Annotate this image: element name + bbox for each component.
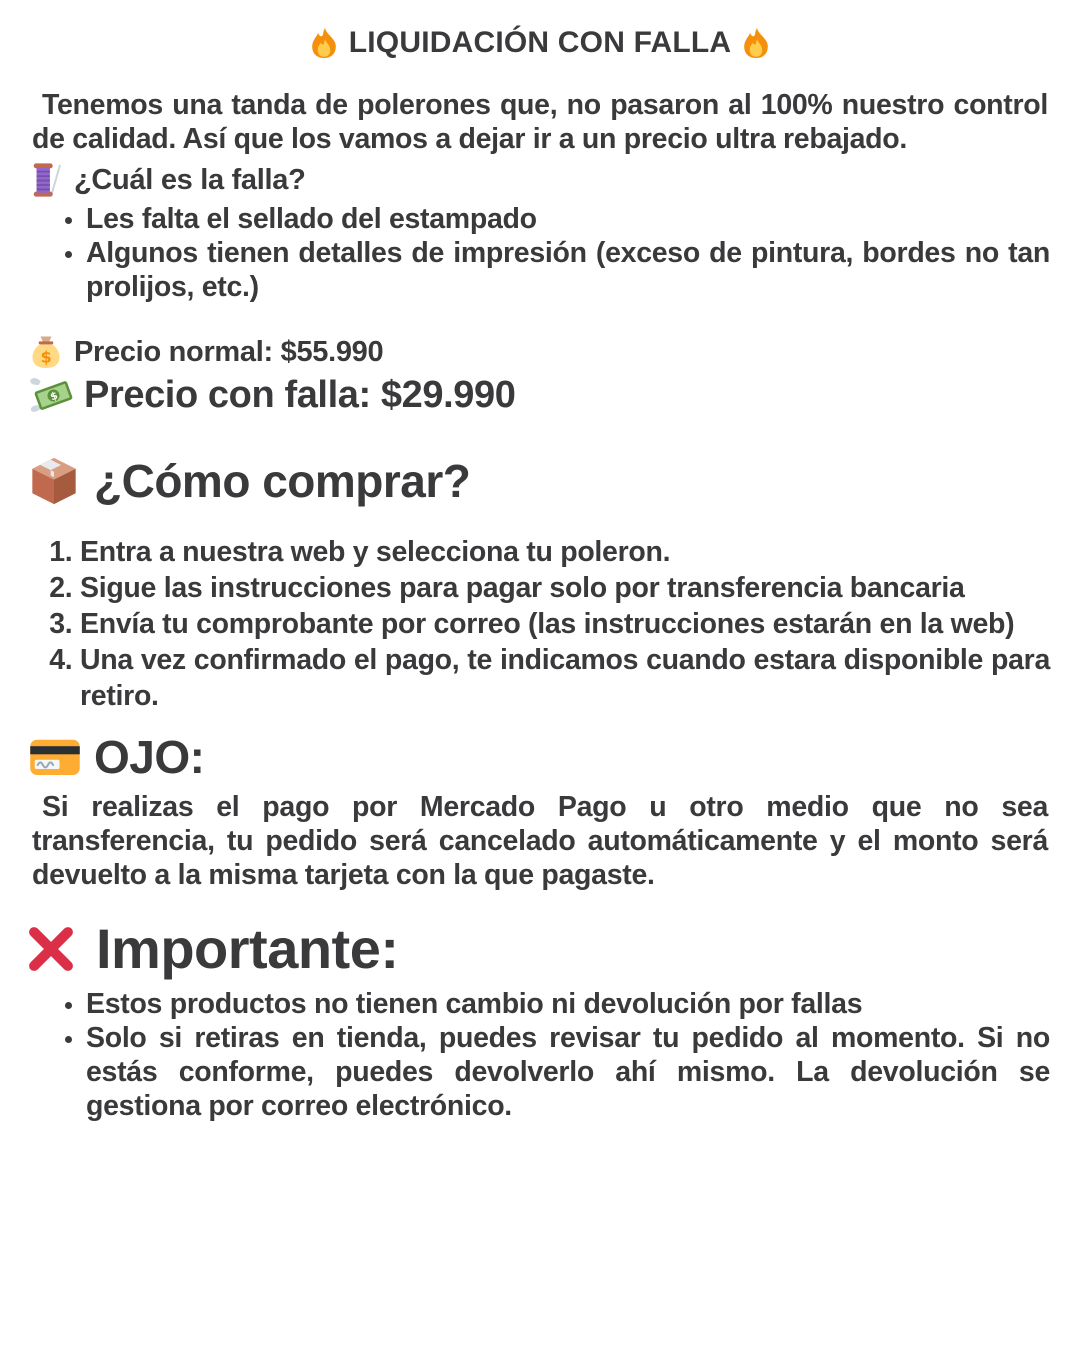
fire-icon	[307, 26, 341, 60]
list-item: 4. Una vez confirmado el pago, te indicamos cuando estara disponible para retiro.	[80, 642, 1050, 714]
package-icon	[28, 455, 80, 507]
ojo-label: OJO:	[94, 731, 205, 783]
cross-mark-icon	[22, 920, 80, 978]
como-comprar-steps	[0, 534, 1050, 714]
credit-card-icon	[28, 730, 82, 784]
falla-heading-label: ¿Cuál es la falla?	[74, 163, 306, 196]
falla-bullet-list	[0, 202, 1050, 304]
ojo-heading	[28, 730, 1080, 784]
importante-bullet-list	[0, 987, 1050, 1123]
como-comprar-heading	[28, 454, 1080, 508]
list-item: • Les falta el sellado del estampado	[86, 202, 1050, 236]
precio-normal-label: Precio normal: $55.990	[74, 335, 384, 368]
precio-falla-label: Precio con falla: $29.990	[84, 373, 516, 416]
fire-icon	[739, 26, 773, 60]
importante-label: Importante:	[96, 917, 399, 980]
list-item: 2. Sigue las instrucciones para pagar solo por transferencia bancaria	[80, 570, 1050, 606]
svg-text:$: $	[48, 389, 60, 404]
list-item: 3. Envía tu comprobante por correo (las instrucciones estarán en la web)	[80, 606, 1050, 642]
list-item: • Algunos tienen detalles de impresión (exceso de pintura, bordes no tan prolijos, etc.)	[86, 236, 1050, 304]
money-bag-icon	[28, 334, 64, 370]
intro-paragraph: Tenemos una tanda de polerones que, no pasaron al 100% nuestro control de calidad. Así que los vamos a dejar ir a un precio ultra rebajado.	[32, 89, 1048, 155]
list-item: • Estos productos no tienen cambio ni devolución por fallas	[86, 987, 1050, 1021]
svg-text:$: $	[40, 347, 52, 367]
thread-icon	[26, 160, 66, 200]
ojo-paragraph: Si realizas el pago por Mercado Pago u otro medio que no sea transferencia, tu pedido será cancelado automáticamente y el monto será devuelto a la misma tarjeta con la que pagaste.	[32, 791, 1048, 891]
list-item: • Solo si retiras en tienda, puedes revisar tu pedido al momento. Si no estás conforme, puedes devolverlo ahí mismo. La devolución se gestiona por correo electrónico.	[86, 1021, 1050, 1123]
falla-heading	[26, 160, 1080, 200]
money-with-wings-icon	[28, 372, 74, 418]
precio-falla-row	[28, 372, 1080, 418]
page-title: LIQUIDACIÓN CON FALLA	[348, 26, 732, 59]
precio-normal-row	[28, 334, 1080, 370]
flyer-header	[0, 0, 1080, 60]
como-comprar-label: ¿Cómo comprar?	[94, 455, 471, 507]
importante-heading	[22, 916, 1080, 981]
list-item: 1. Entra a nuestra web y selecciona tu poleron.	[80, 534, 1050, 570]
